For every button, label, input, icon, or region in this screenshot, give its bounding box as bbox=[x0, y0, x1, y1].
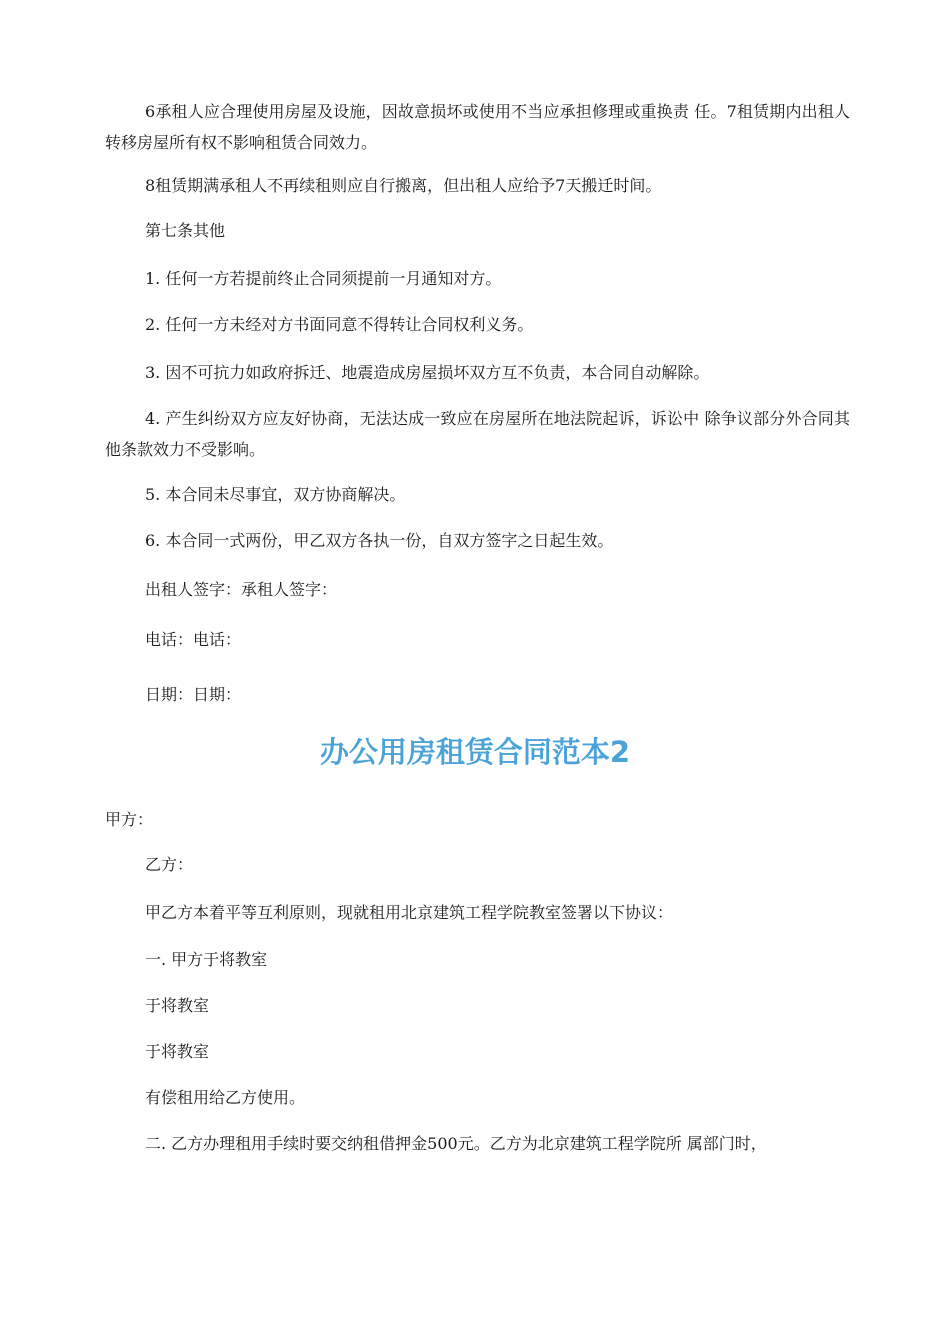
clause-8-paragraph: 8租赁期满承租人不再续租则应自行搬离，但出租人应给予7天搬迁时间。 bbox=[145, 176, 662, 195]
clause-2-line: 二. 乙方办理租用手续时要交纳租借押金500元。乙方为北京建筑工程学院所 属部门时， bbox=[145, 1134, 767, 1153]
clause-6-7-paragraph: 6承租人应合理使用房屋及设施，因故意损坏或使用不当应承担修理或重换责 任。7租赁期内出租人转移房屋所有权不影响租赁合同效力。 bbox=[105, 102, 850, 152]
article-7-heading: 第七条其他 bbox=[145, 221, 226, 240]
party-b-line: 乙方： bbox=[145, 855, 194, 874]
classroom-line-2: 于将教室 bbox=[145, 1042, 210, 1061]
party-a-line: 甲方： bbox=[105, 810, 154, 829]
item-2-paragraph: 2. 任何一方未经对方书面同意不得转让合同权利义务。 bbox=[145, 315, 534, 334]
item-3-paragraph: 3. 因不可抗力如政府拆迁、地震造成房屋损坏双方互不负责，本合同自动解除。 bbox=[145, 363, 710, 382]
phone-line: 电话：电话： bbox=[145, 630, 242, 649]
item-5-paragraph: 5. 本合同未尽事宜，双方协商解决。 bbox=[145, 485, 406, 504]
clause-1-line: 一. 甲方于将教室 bbox=[145, 950, 268, 969]
item-4-paragraph: 4. 产生纠纷双方应友好协商，无法达成一致应在房屋所在地法院起诉，诉讼中 除争议部分外合同其他条款效力不受影响。 bbox=[105, 409, 850, 459]
section-title: 办公用房租赁合同范本2 bbox=[319, 735, 631, 769]
date-line: 日期：日期： bbox=[145, 685, 242, 704]
item-1-paragraph: 1. 任何一方若提前终止合同须提前一月通知对方。 bbox=[145, 269, 502, 288]
item-6-paragraph: 6. 本合同一式两份，甲乙双方各执一份，自双方签字之日起生效。 bbox=[145, 531, 614, 550]
classroom-line-1: 于将教室 bbox=[145, 996, 210, 1015]
signature-line: 出租人签字：承租人签字： bbox=[145, 580, 338, 599]
preamble-paragraph: 甲乙方本着平等互利原则，现就租用北京建筑工程学院教室签署以下协议： bbox=[145, 903, 674, 922]
paid-use-line: 有偿租用给乙方使用。 bbox=[145, 1088, 306, 1107]
